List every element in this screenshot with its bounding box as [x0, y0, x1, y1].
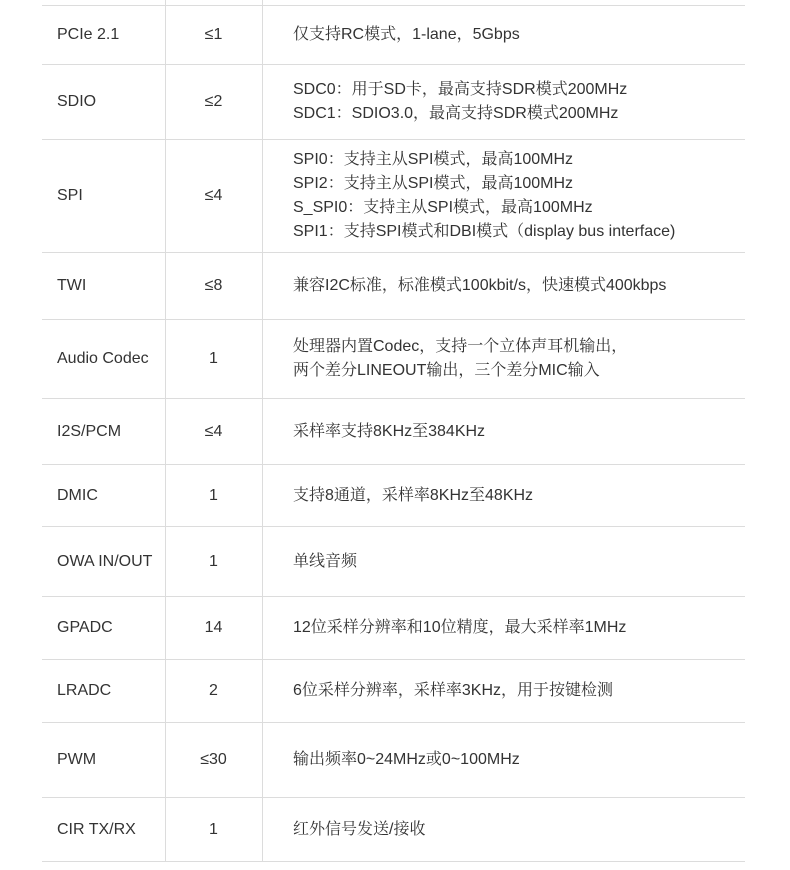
description-line: 6位采样分辨率，采样率3KHz，用于按键检测 [293, 682, 614, 699]
interface-count: ≤4 [204, 187, 223, 204]
interface-description [293, 465, 743, 526]
description-line: 两个差分LINEOUT输出，三个差分MIC输入 [293, 362, 600, 379]
interface-description [293, 597, 743, 659]
table-row [42, 723, 745, 798]
description-line: 采样率支持8KHz至384KHz [293, 422, 486, 440]
interface-count: 2 [209, 682, 218, 699]
interface-description [293, 399, 743, 464]
interface-count: 1 [209, 486, 218, 504]
table-row [42, 798, 745, 862]
interface-name: Audio Codec [57, 350, 149, 367]
interface-description [293, 65, 743, 139]
interface-description [293, 798, 743, 861]
interface-description [293, 253, 743, 319]
description-line: 输出频率0~24MHz或0~100MHz [293, 751, 520, 768]
interface-count: ≤4 [204, 422, 223, 440]
description-line: SPI0：支持主从SPI模式，最高100MHz [293, 151, 574, 168]
interface-name: LRADC [57, 682, 112, 699]
description-line: 支持8通道，采样率8KHz至48KHz [293, 486, 534, 504]
table-row [42, 5, 745, 65]
interface-description [293, 660, 743, 722]
interface-name: SDIO [57, 93, 97, 110]
interface-name: TWI [57, 277, 87, 294]
interface-count: 14 [204, 619, 223, 636]
table-row [42, 597, 745, 660]
description-line: SDC0：用于SD卡，最高支持SDR模式200MHz [293, 81, 628, 98]
table-row [42, 660, 745, 723]
interface-name: OWA IN/OUT [57, 552, 153, 570]
interface-spec-table [42, 0, 745, 862]
description-line: SDC1：SDIO3.0，最高支持SDR模式200MHz [293, 105, 619, 122]
interface-name: DMIC [57, 486, 98, 504]
interface-description [293, 723, 743, 797]
interface-description [293, 6, 743, 64]
interface-description [293, 140, 743, 252]
interface-count: 1 [209, 350, 218, 367]
interface-name: SPI [57, 187, 83, 204]
table-row [42, 465, 745, 527]
interface-count: ≤1 [204, 26, 223, 43]
table-row [42, 140, 745, 253]
interface-name: CIR TX/RX [57, 820, 136, 838]
description-line: 处理器内置Codec，支持一个立体声耳机输出， [293, 338, 628, 355]
interface-name: PCIe 2.1 [57, 26, 120, 43]
table-row [42, 65, 745, 140]
table-row [42, 320, 745, 399]
interface-count: ≤8 [204, 277, 223, 294]
interface-count: 1 [209, 820, 218, 838]
interface-name: GPADC [57, 619, 113, 636]
description-line: 红外信号发送/接收 [293, 820, 426, 838]
description-line: SPI1：支持SPI模式和DBI模式（display bus interface) [293, 223, 676, 240]
interface-description [293, 527, 743, 596]
description-line: 单线音频 [293, 552, 358, 570]
interface-count: ≤2 [204, 93, 223, 110]
interface-description [293, 320, 743, 398]
interface-name: PWM [57, 751, 97, 768]
description-line: S_SPI0：支持主从SPI模式，最高100MHz [293, 199, 593, 216]
description-line: 仅支持RC模式，1-lane，5Gbps [293, 26, 520, 43]
description-line: 12位采样分辨率和10位精度，最大采样率1MHz [293, 619, 627, 636]
table-row [42, 527, 745, 597]
table-row [42, 253, 745, 320]
table-row [42, 399, 745, 465]
interface-count: 1 [209, 552, 218, 570]
description-line: 兼容I2C标准，标准模式100kbit/s，快速模式400kbps [293, 277, 667, 294]
interface-name: I2S/PCM [57, 422, 122, 440]
description-line: SPI2：支持主从SPI模式，最高100MHz [293, 175, 574, 192]
interface-count: ≤30 [200, 751, 227, 768]
